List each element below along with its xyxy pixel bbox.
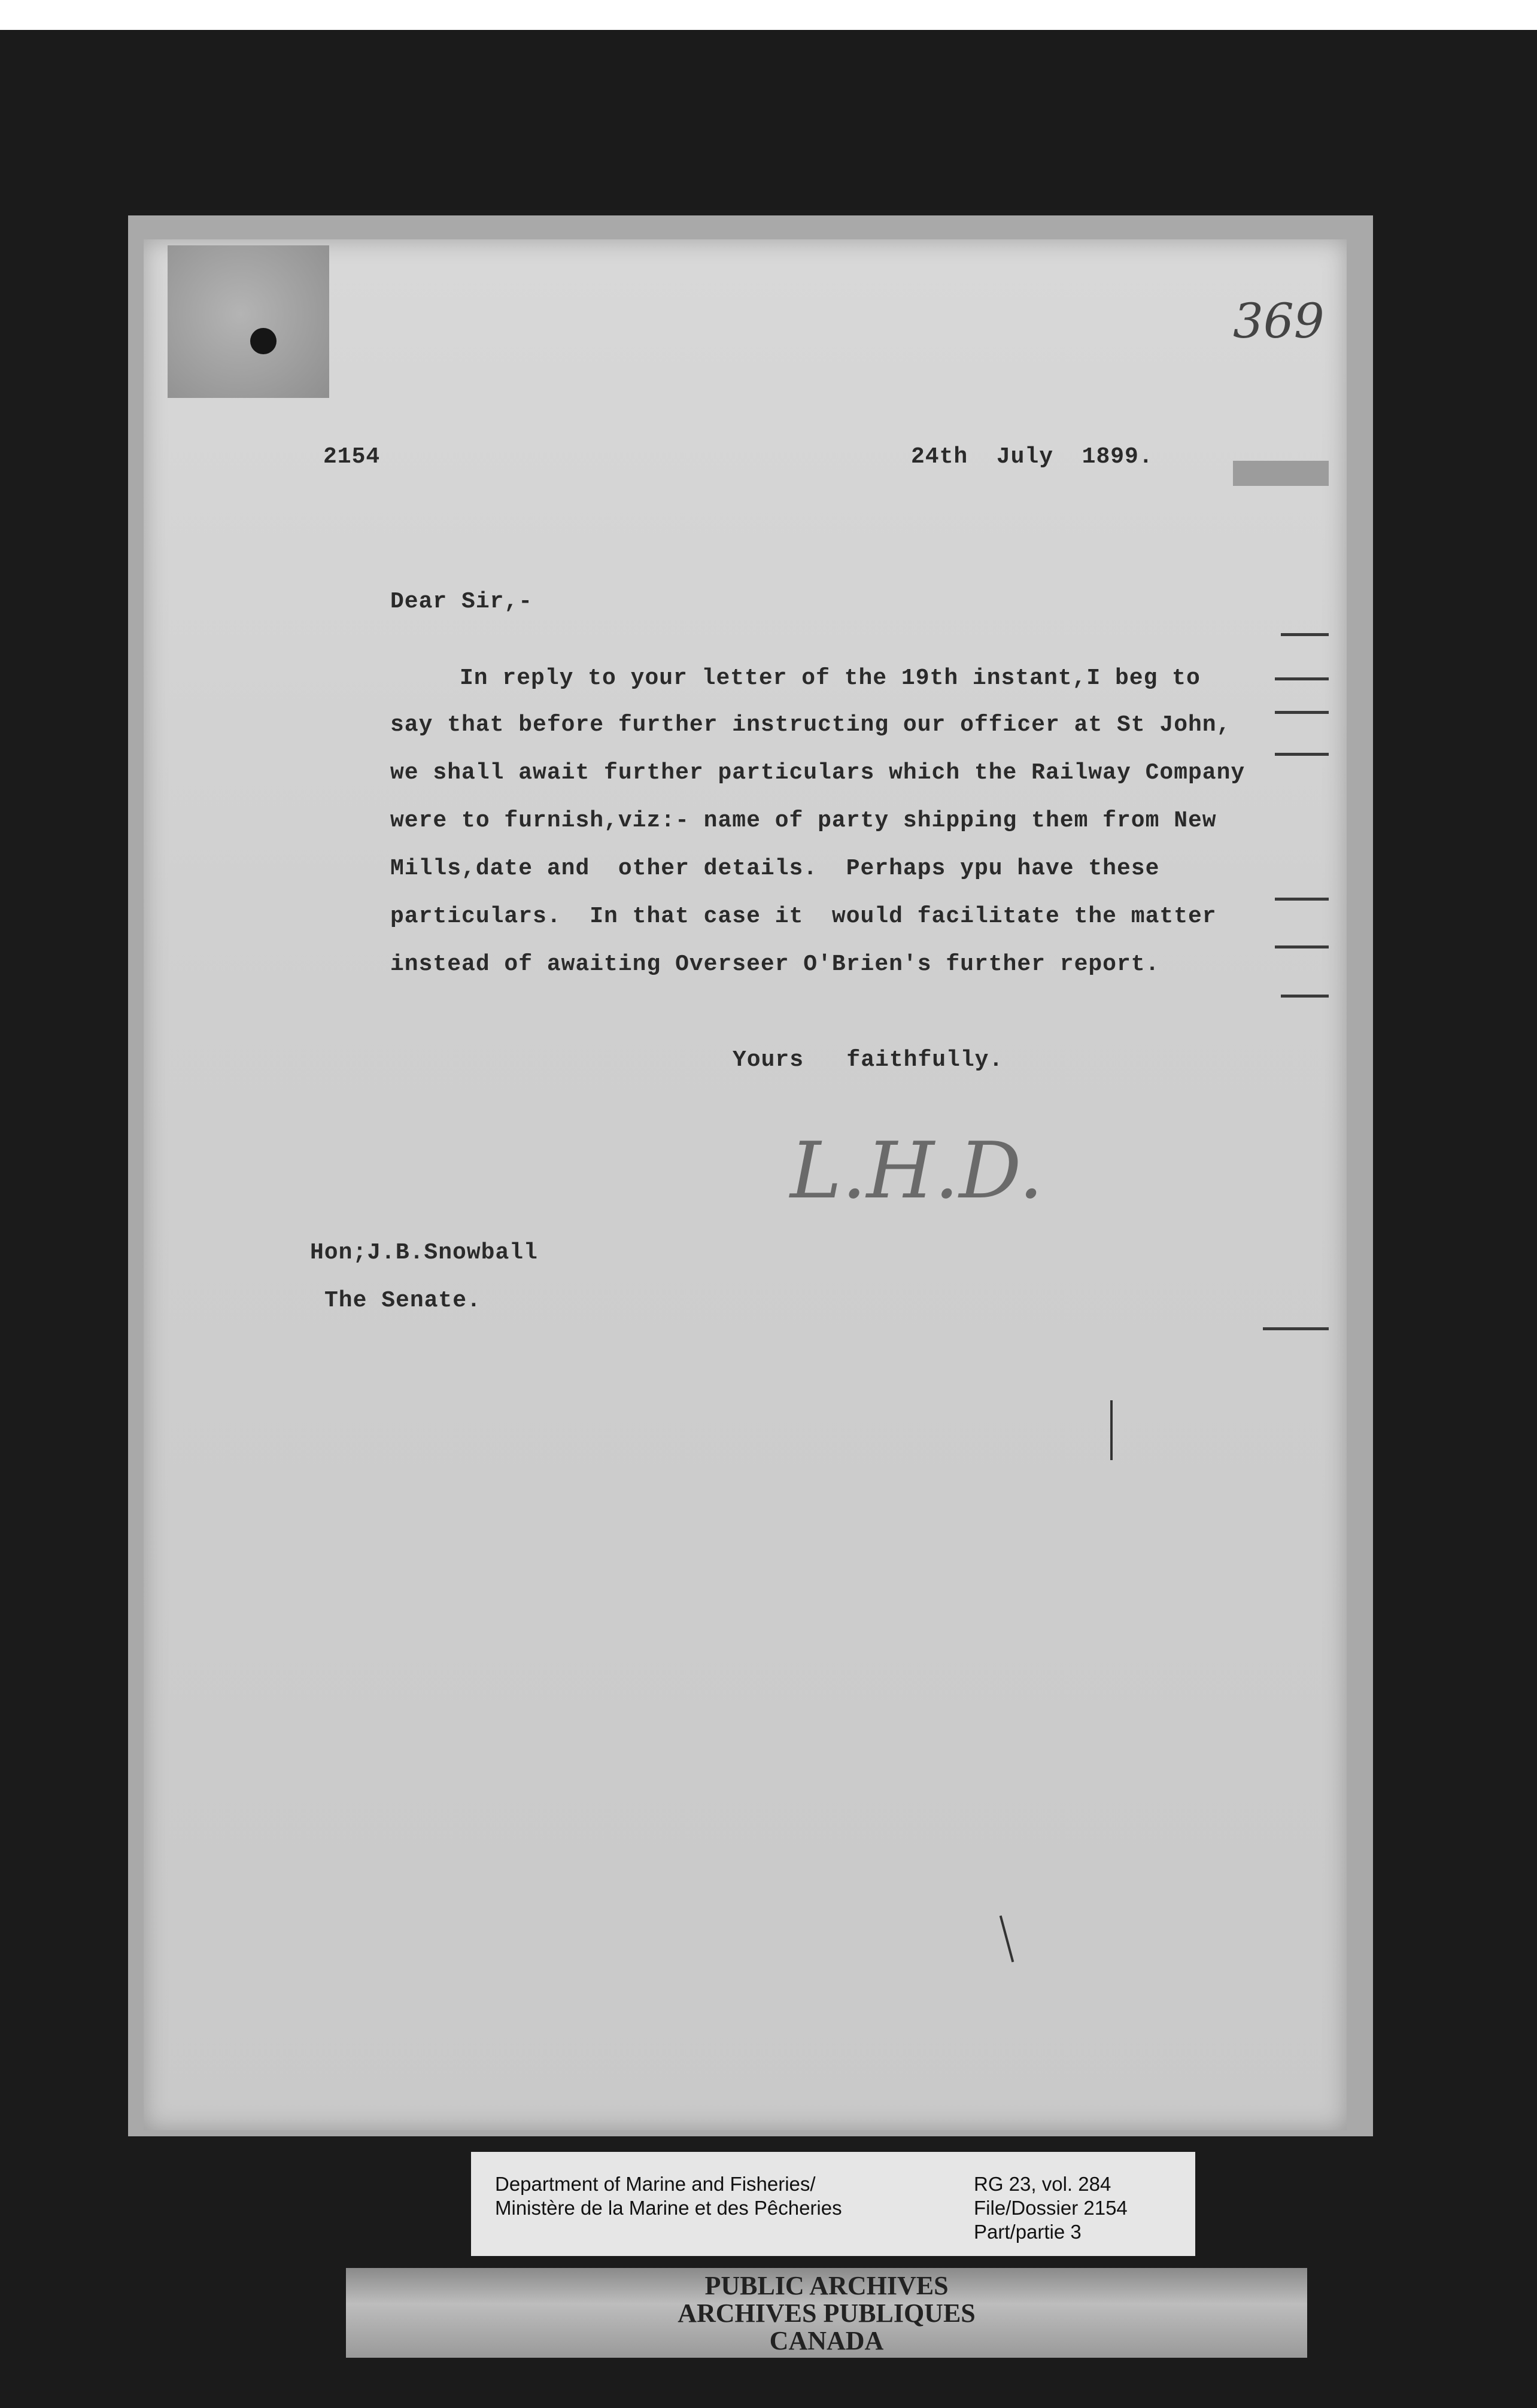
body-line: Mills,date and other details. Perhaps ypu have these [390, 856, 1160, 881]
date-smudge [1233, 461, 1329, 486]
edge-mark [1275, 753, 1329, 756]
recipient-organization: The Senate. [324, 1288, 481, 1314]
punch-hole [250, 328, 277, 354]
corner-stain [168, 245, 329, 398]
body-line: were to furnish,viz:- name of party shipping them from New [390, 808, 1217, 834]
department-line-french: Ministère de la Marine et des Pêcheries [495, 2197, 842, 2219]
letter-date: 24th July 1899. [911, 444, 1153, 470]
body-line: particulars. In that case it would facilitate the matter [390, 904, 1217, 929]
edge-mark [1275, 677, 1329, 680]
letter-page [144, 239, 1347, 2130]
archives-stamp-country: CANADA [769, 2326, 884, 2355]
edge-mark [1275, 945, 1329, 948]
edge-mark [1281, 995, 1329, 998]
body-line: say that before further instructing our officer at St John, [390, 712, 1231, 738]
department-line-english: Department of Marine and Fisheries/ [495, 2173, 816, 2195]
edge-mark [1263, 1327, 1329, 1330]
edge-mark [1281, 633, 1329, 636]
body-line: we shall await further particulars which the Railway Company [390, 760, 1246, 786]
salutation: Dear Sir,- [390, 589, 533, 615]
closing: Yours faithfully. [733, 1047, 1004, 1073]
file-reference: File/Dossier 2154 [974, 2197, 1128, 2219]
record-group-reference: RG 23, vol. 284 [974, 2173, 1111, 2195]
archives-stamp-french: ARCHIVES PUBLIQUES [678, 2298, 976, 2328]
pencil-mark [1110, 1400, 1113, 1460]
archive-reference-label [471, 2152, 1195, 2256]
archives-stamp [346, 2268, 1307, 2358]
file-number: 2154 [323, 444, 381, 470]
body-line: In reply to your letter of the 19th instant,I beg to [460, 665, 1201, 691]
edge-mark [1275, 711, 1329, 714]
recipient-name: Hon;J.B.Snowball [310, 1240, 538, 1266]
part-reference: Part/partie 3 [974, 2221, 1082, 2243]
body-line: instead of awaiting Overseer O'Brien's further report. [390, 951, 1160, 977]
archives-stamp-english: PUBLIC ARCHIVES [704, 2271, 949, 2300]
page-number: 369 [1233, 293, 1325, 349]
signature-initials: L.H.D. [790, 1125, 1044, 1216]
edge-mark [1275, 898, 1329, 901]
